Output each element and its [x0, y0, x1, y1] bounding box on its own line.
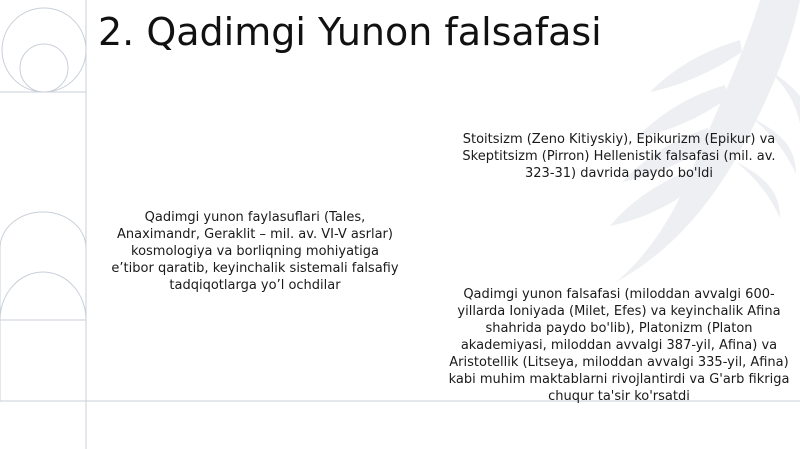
left-text-block: Qadimgi yunon faylasuflari (Tales, Anaximandr, Geraklit – mil. av. VI-V asrlar) kosmologiya va borliqning mohiyatiga e’tibor qaratib, keyinchalik sistemali falsafiy tadqiqotlarga yo’l ochdilar	[111, 210, 399, 293]
right-bottom-text-block: Qadimgi yunon falsafasi (miloddan avvalgi 600-yillarda Ioniyada (Milet, Efes) va keyinchalik Afina shahrida paydo bo'lib), Platonizm (Platon akademiyasi, miloddan avvalgi 387-yil, Afina) va Aristotellik (Litseya, miloddan avvalgi 335-yil, Afina) kabi muhim maktablarni rivojlantirdi va G'arb fikriga chuqur ta'sir ko'rsatdi	[448, 287, 790, 404]
arch-upper	[0, 212, 86, 248]
right-top-text-block: Stoitsizm (Zeno Kitiyskiy), Epikurizm (Epikur) va Skeptitsizm (Pirron) Hellenistik falsafasi (mil. av. 323-31) davrida paydo bo'ldi	[462, 132, 776, 181]
arch-lower	[0, 272, 86, 320]
large-outline-circle	[2, 8, 86, 92]
slide-title: 2. Qadimgi Yunon falsafasi	[98, 10, 602, 54]
small-outline-circle	[20, 44, 68, 92]
